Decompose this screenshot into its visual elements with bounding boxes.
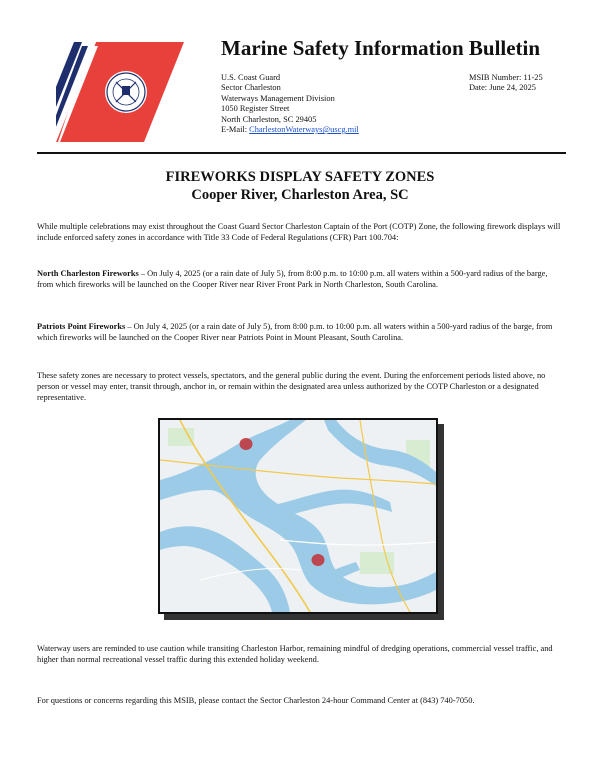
contact-paragraph: For questions or concerns regarding this MSIB, please contact the Sector Charleston 24-hour Command Center at (843) 740-7050. [37,696,475,705]
patriots-point-marker-icon [312,554,325,566]
org-line: North Charleston, SC 29405 [221,114,317,124]
map-graphic [160,420,436,612]
email-line [221,125,451,135]
intro-paragraph: While multiple celebrations may exist throughout the Coast Guard Sector Charleston Captain of the Port (COTP) Zone, the following firework displays will include enforced safety zones in accordance with Title 33 Code of Federal Regulations (CFR) Part 100.704: [37,222,561,242]
north-charleston-marker-icon [240,438,253,450]
msib-number: MSIB Number: 11-25 [469,73,543,82]
header-divider [37,152,566,154]
patriots-point-title: Patriots Point Fireworks [37,322,126,331]
bulletin-title: Marine Safety Information Bulletin [221,36,541,60]
msib-date: Date: June 24, 2025 [469,83,536,93]
reminder-paragraph: Waterway users are reminded to use caution while transiting Charleston Harbor, remaining mindful of dredging operations, commercial vessel traffic, and higher than normal recreational vessel traffic during this extended holiday weekend. [37,644,553,664]
msib-meta [469,73,543,94]
section-subtitle: Cooper River, Charleston Area, SC [191,187,409,203]
patriots-point-paragraph [37,321,563,343]
section-title: FIREWORKS DISPLAY SAFETY ZONES [165,169,435,185]
org-line: Sector Charleston [221,83,281,93]
uscg-logo-icon [56,42,184,142]
patriots-point-text: – On July 4, 2025 (or a rain date of July 5), from 8:00 p.m. to 10:00 p.m. all waters within a 500-yard radius of the barge, from which fireworks will be launched on the Cooper River near Patriots Point in Mount Pleasant, South Carolina. [37,322,553,342]
north-charleston-title: North Charleston Fireworks [37,269,139,278]
org-line: U.S. Coast Guard [221,73,281,82]
email-link[interactable]: CharlestonWaterways@uscg.mil [249,125,359,135]
north-charleston-paragraph [37,268,563,290]
north-charleston-text: – On July 4, 2025 (or a rain date of July 5), from 8:00 p.m. to 10:00 p.m. all waters within a 500-yard radius of the barge, from which fireworks will be launched on the Cooper River near River Front Park in North Charleston, South Carolina. [37,269,548,289]
org-address-block [221,73,451,135]
email-label: E-Mail: [221,125,248,135]
org-line: 1050 Register Street [221,104,290,114]
safety-zone-map [158,418,438,614]
safety-paragraph: These safety zones are necessary to protect vessels, spectators, and the general public during the event. During the enforcement periods listed above, no person or vessel may enter, transit through, anchor in, or remain within the designated area unless authorized by the COTP Charleston or a designated representative. [37,371,546,402]
org-line: Waterways Management Division [221,93,335,103]
